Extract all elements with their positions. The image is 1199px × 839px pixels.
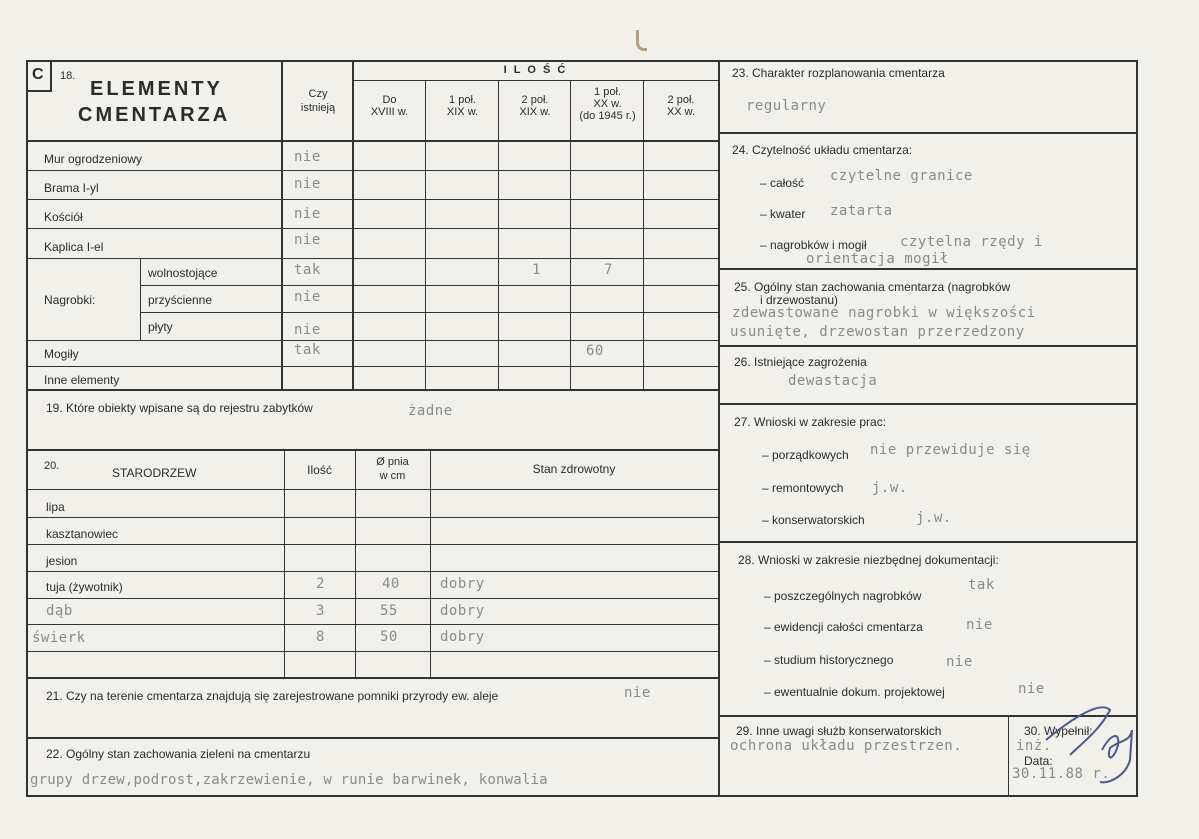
s28-c-value: nie	[946, 654, 973, 670]
s30-filled-label: 30. Wypełnił:	[1024, 724, 1093, 738]
s27-label: 27. Wnioski w zakresie prac:	[734, 415, 887, 429]
s28-b-label: – ewidencji całości cmentarza	[764, 620, 923, 634]
quantity-header: I L O Ś Ć	[503, 64, 568, 76]
s28-a-value: tak	[968, 577, 995, 593]
s23-label: 23. Charakter rozplanowania cmentarza	[732, 66, 945, 80]
s24-kwater-label: – kwater	[760, 207, 806, 221]
s26-label: 26. Istniejące zagrożenia	[734, 355, 867, 369]
tree-state: dobry	[440, 629, 485, 645]
s22-label: 22. Ogólny stan zachowania zieleni na cmentarzu	[46, 747, 311, 761]
s20-title: STARODRZEW	[112, 466, 197, 480]
s24-kwater-value: zatarta	[830, 203, 893, 219]
s27-b-label: – remontowych	[762, 481, 844, 495]
s24-nagr-label: – nagrobków i mogił	[760, 238, 867, 252]
tree-name: kasztanowiec	[46, 527, 119, 541]
tree-diameter: 40	[382, 576, 400, 592]
s27-a-value: nie przewiduje się	[870, 442, 1031, 458]
s27-a-label: – porządkowych	[762, 448, 849, 462]
exists-value: nie	[294, 206, 321, 222]
tree-qty: 2	[316, 576, 325, 592]
s28-c-label: – studium historycznego	[764, 653, 894, 667]
paper-mark	[636, 30, 647, 51]
row-label-mogily: Mogiły	[44, 347, 79, 361]
tree-name: świerk	[32, 630, 86, 646]
row-label-plyty: płyty	[148, 320, 173, 334]
row-label-inne: Inne elementy	[44, 373, 120, 387]
s28-d-value: nie	[1018, 681, 1045, 697]
s22-value: grupy drzew,podrost,zakrzewienie, w runie barwinek, konwalia	[30, 772, 548, 788]
s28-a-label: – poszczególnych nagrobków	[764, 589, 922, 603]
tree-name: dąb	[46, 603, 73, 619]
s25-label-2: i drzewostanu)	[760, 293, 839, 307]
exists-value: nie	[294, 149, 321, 165]
exists-value: nie	[294, 176, 321, 192]
exists-value: tak	[294, 342, 321, 358]
s29-label: 29. Inne uwagi służb konserwatorskich	[736, 724, 942, 738]
col-header-2: 1 poł. XIX w.	[446, 94, 479, 118]
row-label-wolnostojace: wolnostojące	[148, 266, 218, 280]
exists-header-1: Czy	[308, 88, 328, 100]
s26-value: dewastacja	[788, 373, 878, 389]
row-label-mur: Mur ogrodzeniowy	[44, 152, 143, 166]
s30-date-label: Data:	[1024, 754, 1053, 768]
s27-c-value: j.w.	[916, 510, 952, 526]
s20-number: 20.	[44, 460, 60, 472]
exists-value: nie	[294, 322, 321, 338]
exists-header-2: istnieją	[300, 102, 336, 114]
s25-label-1: 25. Ogólny stan zachowania cmentarza (nagrobków	[734, 280, 1011, 294]
s20-diam-header-1: Ø pnia	[376, 456, 409, 468]
s27-c-label: – konserwatorskich	[762, 513, 865, 527]
s21-value: nie	[624, 685, 651, 701]
tree-diameter: 50	[380, 629, 398, 645]
s27-b-value: j.w.	[872, 480, 908, 496]
exists-value: nie	[294, 232, 321, 248]
s23-value: regularny	[746, 98, 827, 114]
tree-name: tuja (żywotnik)	[46, 580, 123, 594]
quantity-value: 1	[532, 262, 541, 278]
s28-d-label: – ewentualnie dokum. projektowej	[764, 685, 945, 699]
row-label-kosciol: Kościół	[44, 210, 83, 224]
tree-state: dobry	[440, 576, 485, 592]
s20-state-header: Stan zdrowotny	[532, 462, 616, 476]
s28-b-value: nie	[966, 617, 993, 633]
section-letter: C	[32, 66, 44, 83]
s18-title-2: CMENTARZA	[78, 104, 231, 126]
tree-state: dobry	[440, 603, 485, 619]
s24-nagr-value-2: orientacja mogił	[806, 251, 949, 267]
tree-name: lipa	[46, 500, 65, 514]
s30-filled-value: inż.	[1016, 738, 1052, 754]
s19-value: żadne	[408, 403, 453, 419]
s18-title-1: ELEMENTY	[90, 78, 223, 100]
quantity-value: 60	[586, 343, 604, 359]
s24-calosc-value: czytelne granice	[830, 168, 973, 184]
s20-qty-header: Ilość	[307, 463, 332, 477]
tree-qty: 3	[316, 603, 325, 619]
row-label-przyscienne: przyścienne	[148, 293, 213, 307]
s29-value: ochrona układu przestrzen.	[730, 738, 963, 754]
col-header-3: 2 poł. XIX w.	[519, 94, 551, 118]
quantity-value: 7	[604, 262, 613, 278]
s24-label: 24. Czytelność układu cmentarza:	[732, 143, 913, 157]
tree-name: jesion	[46, 554, 78, 568]
exists-value: nie	[294, 289, 321, 305]
row-label-kaplica: Kaplica I-el	[44, 240, 104, 254]
s18-number: 18.	[60, 70, 76, 82]
exists-value: tak	[294, 262, 321, 278]
s19-label: 19. Które obiekty wpisane są do rejestru zabytków	[46, 401, 313, 415]
tree-qty: 8	[316, 629, 325, 645]
row-label-nagrobki: Nagrobki:	[44, 293, 96, 307]
s25-value-2: usunięte, drzewostan przerzedzony	[730, 324, 1025, 340]
s21-label: 21. Czy na terenie cmentarza znajdują się zarejestrowane pomniki przyrody ew. aleje	[46, 689, 499, 703]
col-header-4: 1 poł. XX w. (do 1945 r.)	[579, 86, 636, 122]
col-header-5: 2 poł. XX w.	[666, 94, 696, 118]
s24-calosc-label: – całość	[760, 176, 805, 190]
tree-diameter: 55	[380, 603, 398, 619]
s25-value-1: zdewastowane nagrobki w większości	[732, 305, 1036, 321]
s28-label: 28. Wnioski w zakresie niezbędnej dokumentacji:	[738, 553, 999, 567]
col-header-1: Do XVIII w.	[370, 94, 409, 118]
s30-date-value: 30.11.88 r.	[1012, 766, 1111, 782]
s24-nagr-value-1: czytelna rzędy i	[900, 234, 1043, 250]
row-label-brama: Brama I-yl	[44, 181, 99, 195]
signature	[1040, 700, 1150, 790]
s20-diam-header-2: w cm	[379, 470, 406, 482]
